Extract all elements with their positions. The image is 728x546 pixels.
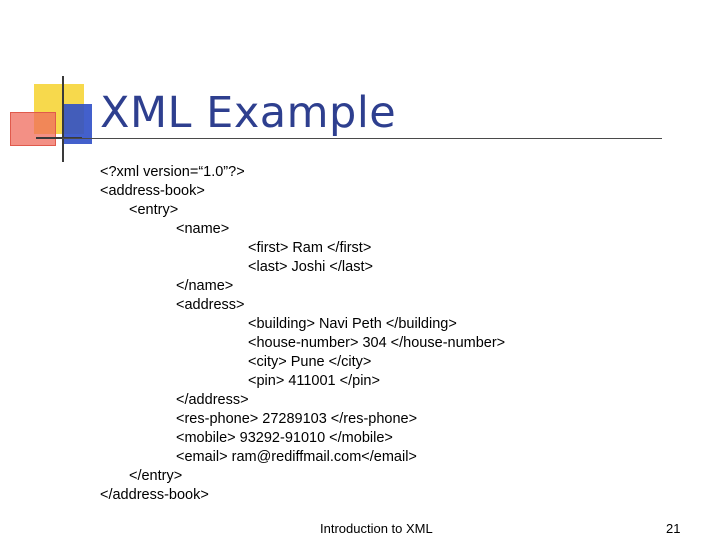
code-line: <first> Ram </first> bbox=[248, 240, 372, 256]
code-line: <name> bbox=[176, 221, 230, 237]
code-line: </entry> bbox=[129, 468, 183, 484]
slide-title: XML Example bbox=[100, 88, 397, 138]
code-line: <house-number> 304 </house-number> bbox=[248, 335, 506, 351]
code-line: </name> bbox=[176, 278, 234, 294]
decorative-red-outline bbox=[10, 112, 56, 146]
page-number: 21 bbox=[666, 521, 681, 536]
code-line: <email> ram@rediffmail.com</email> bbox=[176, 449, 417, 465]
code-line: <res-phone> 27289103 </res-phone> bbox=[176, 411, 418, 427]
title-underline bbox=[62, 138, 662, 139]
code-line: <?xml version=“1.0”?> bbox=[100, 164, 245, 180]
code-line: <pin> 411001 </pin> bbox=[248, 373, 380, 389]
code-line: <city> Pune </city> bbox=[248, 354, 372, 370]
footer-title: Introduction to XML bbox=[320, 521, 433, 536]
code-line: <entry> bbox=[129, 202, 179, 218]
code-line: <address> bbox=[176, 297, 245, 313]
code-line: <mobile> 93292-91010 </mobile> bbox=[176, 430, 393, 446]
code-line: <last> Joshi </last> bbox=[248, 259, 373, 275]
code-line: </address> bbox=[176, 392, 249, 408]
code-line: <building> Navi Peth </building> bbox=[248, 316, 457, 332]
code-line: </address-book> bbox=[100, 487, 209, 503]
code-line: <address-book> bbox=[100, 183, 205, 199]
decorative-vertical-line bbox=[62, 76, 64, 162]
